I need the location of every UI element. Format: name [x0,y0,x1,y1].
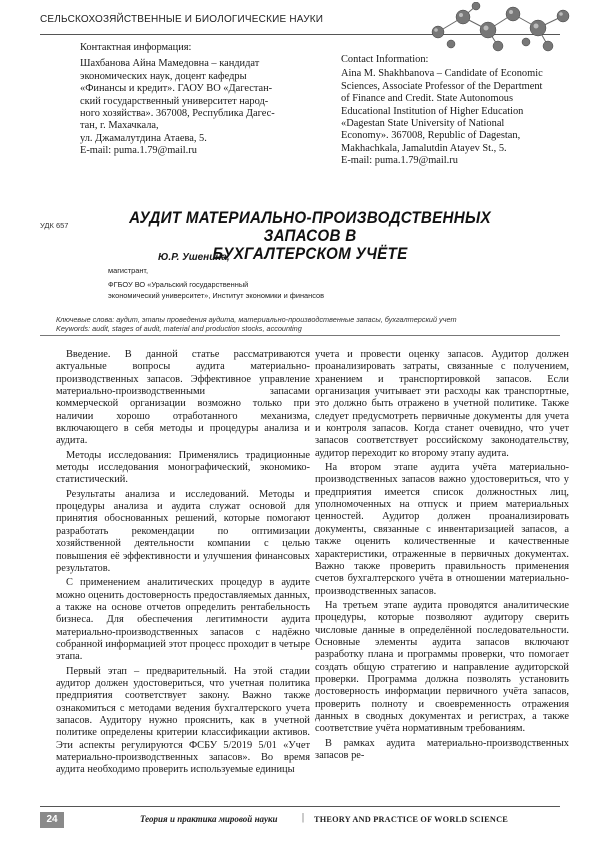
footer-rule [40,806,560,807]
contact-line: Шахбанова Айна Мамедовна – кандидат [80,58,260,70]
journal-section-header: СЕЛЬСКОХОЗЯЙСТВЕННЫЕ И БИОЛОГИЧЕСКИЕ НАУКИ [40,14,324,25]
article-title-line: АУДИТ МАТЕРИАЛЬНО-ПРОИЗВОДСТВЕННЫХ ЗАПАСОВ В [129,209,491,245]
article-title-line: БУХГАЛТЕРСКОМ УЧЁТЕ [212,245,408,263]
body-paragraph: Результаты анализа и исследований. Методы и процедуры анализа и аудита служат основой для принятия обоснованных решений, которые помогают разработать рекомендации по оптимизации хозяйственной деятельности компании с целью повышения её эффективности и улучшения финансовых результатов. [56,488,310,574]
contact-info-ru [80,42,330,158]
contact-line: of Finance and Credit. State Autonomous [341,93,513,105]
body-paragraph: Введение. В данной статье рассматриваются актуальные вопросы аудита материально-производственных запасов. Эффективное управление материально-производственными запасами коммерческой организации возможно только при наличии хорошо отработанного механизма, включающего в себя методы и процедуры анализа и аудита. [56,349,310,447]
footer-journal-ru: Теория и практика мировой науки [140,814,278,824]
author-affiliation-line: ФГБОУ ВО «Уральский государственный [108,280,249,289]
page-number: 24 [40,812,64,828]
contact-line: ул. Джамалутдина Атаева, 5. [80,132,207,144]
udk-code: УДК 657 [40,221,69,230]
contact-line: экономических наук, доцент кафедры [80,70,247,82]
keywords-ru: Ключевые слова: аудит, этапы проведения аудита, материально-производственные запасы, бухгалтерский учет [56,315,457,324]
contact-line: тан, г. Махачкала, [80,120,159,132]
contact-line: Aina M. Shakhbanova – Candidate of Economic [341,68,543,80]
author-name: Ю.Р. Ушенина, [158,252,230,263]
body-paragraph: учета и провести оценку запасов. Аудитор должен проанализировать затраты, связанные с получением, хранением и транспортировкой запасов. Если организация учитывает эти расходы как транспортные, это должно быть отражено в учетной политике. Также следует предусмотреть первичные документы для учета и контроля запасов. Когда станет очевидно, что учет запасов соответствует российскому законодательству, аудитор переходит ко второму этапу аудита. [315,349,569,459]
body-paragraph: На третьем этапе аудита проводятся аналитические процедуры, которые позволяют аудитору сверить числовые данные в определённой последовательности. Основные элементы аудита запасов включают разработку плана и программы проверки, что помогает создать общую стратегию и направление аудиторской проверки. Программа должна позволять установить достоверность информации первичного учёта запасов, проверить полноту и своевременность отражения данных в сводных документах и регистрах, а также соответствие учёта нормативным требованиям. [315,599,569,735]
footer-separator: | [302,812,305,823]
contact-heading-ru: Контактная информация: [80,42,192,53]
body-paragraph: На втором этапе аудита учёта материально-производственных запасов важно удостовериться, что у предприятия имеется список должностных лиц, уполномоченных на отпуск и прием материальных ценностей. Аудитор должен проанализировать документы, связанные с инвентаризацией запасов, а также оценить количественные и качественные характеристики, отраженные в первичных документах. Важно также проверить правильность применения счетов бухгалтерского учёта в отношении материально-производственных запасов. [315,462,569,597]
contact-line: «Финансы и кредит». ГАОУ ВО «Дагестан- [80,83,273,95]
contact-line: «Dagestan State University of National [341,118,505,130]
body-paragraph: С применением аналитических процедур в аудите можно оценить достоверность предоставляемых данных, а также на основе отчетов определить рентабельность бизнеса. Для обеспечения легитимности аудита материально-производственных запасов с надёжно собранной информацией этот процесс проходит в четыре этапа. [56,577,310,663]
contact-line: Makhachkala, Jamalutdin Atayev St., 5. [341,142,507,154]
body-column-right [315,349,569,764]
keywords-en: Keywords: audit, stages of audit, material and production stocks, accounting [56,324,302,333]
article-title [89,209,531,263]
contact-line: Economy». 367008, Republic of Dagestan, [341,130,521,142]
footer-journal-en: THEORY AND PRACTICE OF WORLD SCIENCE [314,815,508,824]
contact-heading-en: Contact Information: [341,54,429,65]
body-paragraph: Первый этап – предварительный. На этой стадии аудитор должен удостовериться, что учетная политика предприятия соответствует закону. Важно также ознакомиться с методами ведения бухгалтерского учета запасов. Аудитору нужно прояснить, как в учетной политике определены критерии классификации активов. Эти аспекты регулируются ФСБУ 5/2019 5/01 «Учет материально-производственных запасов». Во время аудита необходимо проверить используемые единицы [56,665,310,776]
body-paragraph: В рамках аудита материально-производственных запасов ре- [315,737,569,761]
contact-line: Educational Institution of Higher Education [341,105,524,117]
body-column-left [56,349,310,779]
author-position: магистрант, [108,266,149,275]
contact-line: ного хозяйства». 367008, Республика Дагес- [80,108,275,120]
contact-line: ский государственный университет народ- [80,95,269,107]
contact-email-ru: E-mail: puma.1.79@mail.ru [80,145,197,157]
contact-email-en: E-mail: puma.1.79@mail.ru [341,155,458,167]
author-affiliation-line: экономический университет», Институт экономики и финансов [108,291,325,300]
keywords-divider [40,335,560,336]
contact-line: Sciences, Associate Professor of the Department [341,80,543,92]
body-paragraph: Методы исследования: Применялись традиционные методы исследования монографический, экономико-статистический. [56,449,310,486]
molecule-decoration-icon [418,2,578,52]
contact-info-en [341,54,566,168]
